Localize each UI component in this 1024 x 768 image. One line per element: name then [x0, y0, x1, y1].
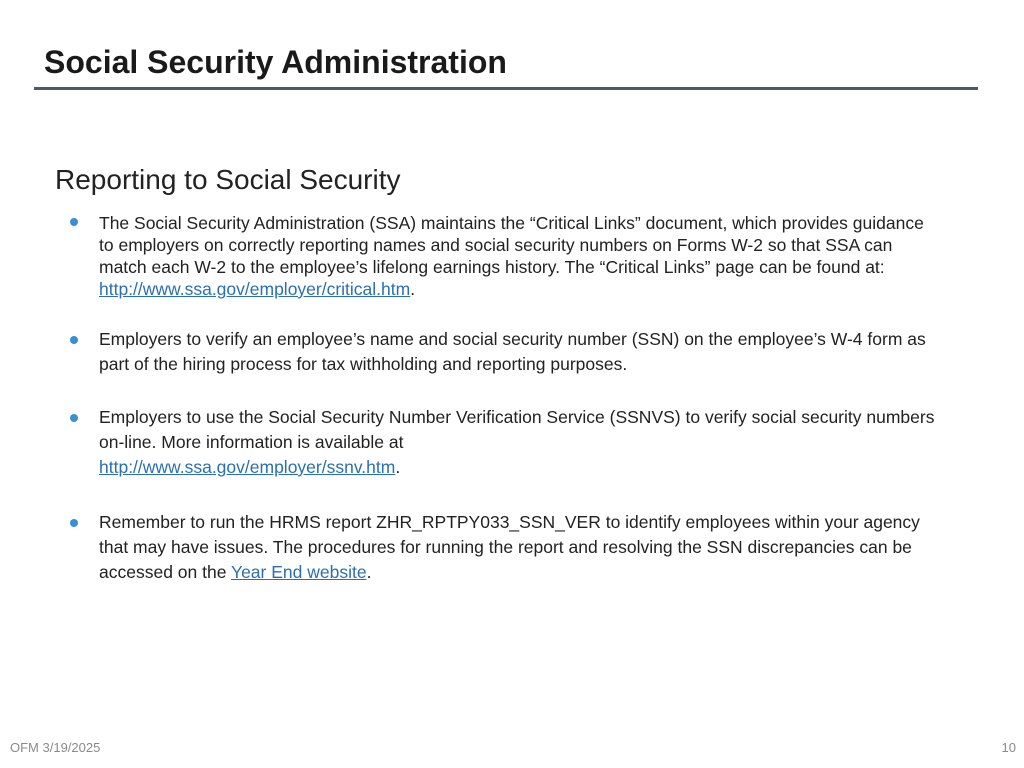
- footer-date: OFM 3/19/2025: [10, 740, 101, 755]
- title-divider: [34, 87, 978, 90]
- bullet-text-end: .: [366, 562, 372, 582]
- bullet-text-end: .: [395, 457, 401, 477]
- bullet-text: Remember to run the HRMS report ZHR_RPTPY033_SSN_VER to identify employees within your agency that may have issues. The procedures for running the report and resolving the SSN discrepancies can be accessed on the: [99, 512, 920, 582]
- bullet-item-hrms-report: [60, 510, 940, 585]
- bullet-dot-icon: [70, 336, 78, 344]
- section-heading: Reporting to Social Security: [55, 164, 401, 195]
- bullet-dot-icon: [70, 218, 78, 226]
- bullet-dot-icon: [70, 414, 78, 422]
- bullet-item-critical-links: [60, 212, 940, 300]
- page-number: 10: [1001, 740, 1016, 755]
- bullet-text: Employers to use the Social Security Number Verification Service (SSNVS) to verify social security numbers on-line. More information is available at: [99, 407, 935, 452]
- bullet-item-verify-ssn: [60, 327, 940, 377]
- slide-title: Social Security Administration: [44, 44, 507, 80]
- bullet-item-ssnvs: [60, 405, 940, 480]
- bullet-dot-icon: [70, 519, 78, 527]
- bullet-text: The Social Security Administration (SSA) maintains the “Critical Links” document, which provides guidance to employers on correctly reporting names and social security numbers on Forms W-2 so that SSA can match each W-2 to the employee’s lifelong earnings history. The “Critical Links” page can be found at:: [99, 213, 924, 277]
- bullet-list: [60, 212, 940, 585]
- bullet-text: Employers to verify an employee’s name and social security number (SSN) on the employee’s W-4 form as part of the hiring process for tax withholding and reporting purposes.: [99, 329, 926, 374]
- ssnv-link[interactable]: http://www.ssa.gov/employer/ssnv.htm: [99, 457, 396, 477]
- critical-links-link[interactable]: http://www.ssa.gov/employer/critical.htm: [99, 279, 411, 299]
- bullet-text-end: .: [410, 279, 416, 299]
- year-end-website-link[interactable]: Year End website: [231, 562, 367, 582]
